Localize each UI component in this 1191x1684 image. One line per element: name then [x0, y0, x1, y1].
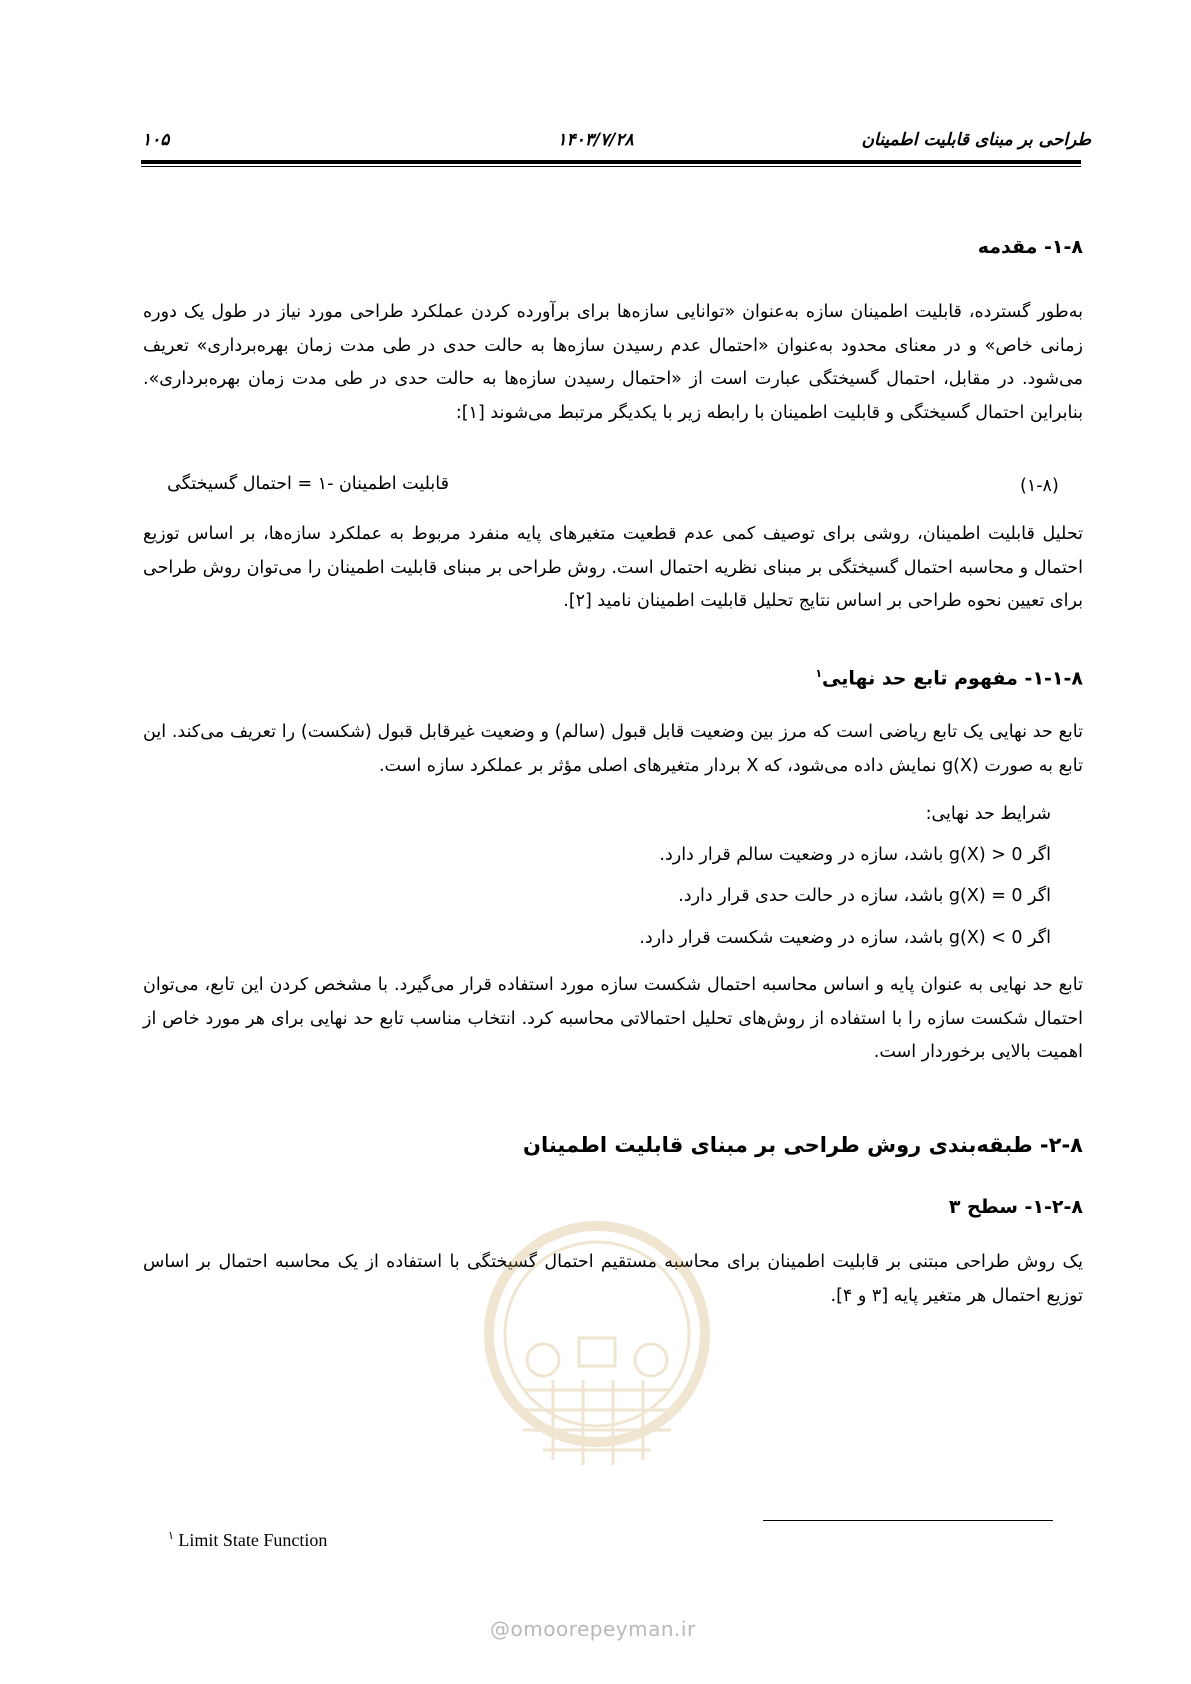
conditions-title: شرایط حد نهایی: — [925, 804, 1051, 824]
paragraph-limit-state-usage: تابع حد نهایی به عنوان پایه و اساس محاسبه احتمال شکست سازه مورد استفاده قرار می‌گیرد. با مشخص کردن این تابع، می‌توان احتمال شکست سازه را با استفاده از روش‌های تحلیل احتمالاتی محاسبه کرد. انتخاب مناسب تابع حد نهایی برای هر مورد خاص از اهمیت بالایی برخوردار است. — [143, 975, 1083, 1063]
equation-text: قابلیت اطمینان -۱ = احتمال گسیختگی — [167, 474, 449, 494]
paragraph-level-3: یک روش طراحی مبتنی بر قابلیت اطمینان برای محاسبه مستقیم احتمال گسیختگی با استفاده از یک محاسبه احتمال بر اساس توزیع احتمال هر متغیر پایه [۳ و ۴]. — [143, 1252, 1083, 1306]
watermark-site-text: omoorepeyman.ir — [510, 1617, 696, 1641]
header-rule-thick — [141, 160, 1081, 164]
page-number: ۱۰۵ — [142, 130, 170, 150]
paragraph-reliability-analysis: تحلیل قابلیت اطمینان، روشی برای توصیف کمی عدم قطعیت متغیرهای پایه منفرد مربوط به عملکرد سازه‌ها، بر اساس توزیع احتمال و محاسبه احتمال گسیختگی بر مبنای نظریه احتمال است. روش طراحی بر مبنای قابلیت اطمینان را می‌توان روش طراحی برای تعیین نحوه طراحی بر اساس نتایج تحلیل قابلیت اطمینان نامید [۲]. — [143, 524, 1083, 612]
heading-text: ۱-۱-۸- مفهوم تابع حد نهایی — [822, 667, 1083, 690]
section-heading-8-2: ۲-۸- طبقه‌بندی روش طراحی بر مبنای قابلیت اطمینان — [523, 1133, 1083, 1157]
section-heading-8-2-1: ۱-۲-۸- سطح ۳ — [948, 1196, 1083, 1218]
section-heading-8-1-1 — [815, 667, 1083, 689]
footnote — [168, 1529, 327, 1551]
footnote-rule — [763, 1520, 1053, 1521]
paragraph-intro: به‌طور گسترده، قابلیت اطمینان سازه به‌عنوان «توانایی سازه‌ها برای برآورده کردن عملکرد طراحی مورد نیاز در طول یک دوره زمانی خاص» و در معنای محدود به‌عنوان «احتمال عدم رسیدن سازه‌ها به حالت حدی در طی مدت زمان بهره‌برداری» تعریف می‌شود. در مقابل، احتمال گسیختگی عبارت است از «احتمال رسیدن سازه‌ها به حالت حدی در طی مدت زمان بهره‌برداری». بنابراین احتمال گسیختگی و قابلیت اطمینان با رابطه زیر با یکدیگر مرتبط می‌شوند [۱]: — [143, 302, 1083, 423]
section-heading-8-1: ۱-۸- مقدمه — [977, 236, 1083, 258]
footnote-reference[interactable]: ۱ — [815, 667, 823, 680]
condition-limit: اگر g(X) = 0 باشد، سازه در حالت حدی قرار دارد. — [678, 886, 1051, 906]
footnote-mark: ۱ — [168, 1530, 174, 1542]
at-icon: @ — [490, 1617, 511, 1641]
equation-number: (۱-۸) — [1020, 476, 1059, 496]
header-rule-thin — [141, 166, 1081, 167]
watermark-site — [490, 1617, 696, 1641]
running-title: طراحی بر مبنای قابلیت اطمینان — [861, 130, 1091, 150]
condition-failure: اگر g(X) < 0 باشد، سازه در وضعیت شکست قرار دارد. — [639, 928, 1051, 948]
condition-safe: اگر g(X) > 0 باشد، سازه در وضعیت سالم قرار دارد. — [659, 845, 1051, 865]
paragraph-limit-state: تابع حد نهایی یک تابع ریاضی است که مرز بین وضعیت قابل قبول (سالم) و وضعیت غیرقابل قبول (شکست) را تعریف می‌کند. این تابع به صورت g(X) نمایش داده می‌شود، که X بردار متغیرهای اصلی مؤثر بر عملکرد سازه است. — [143, 722, 1083, 776]
header-date: ۱۴۰۳/۷/۲۸ — [557, 130, 634, 150]
watermark-logo — [483, 1220, 711, 1520]
footnote-text: Limit State Function — [178, 1530, 328, 1550]
